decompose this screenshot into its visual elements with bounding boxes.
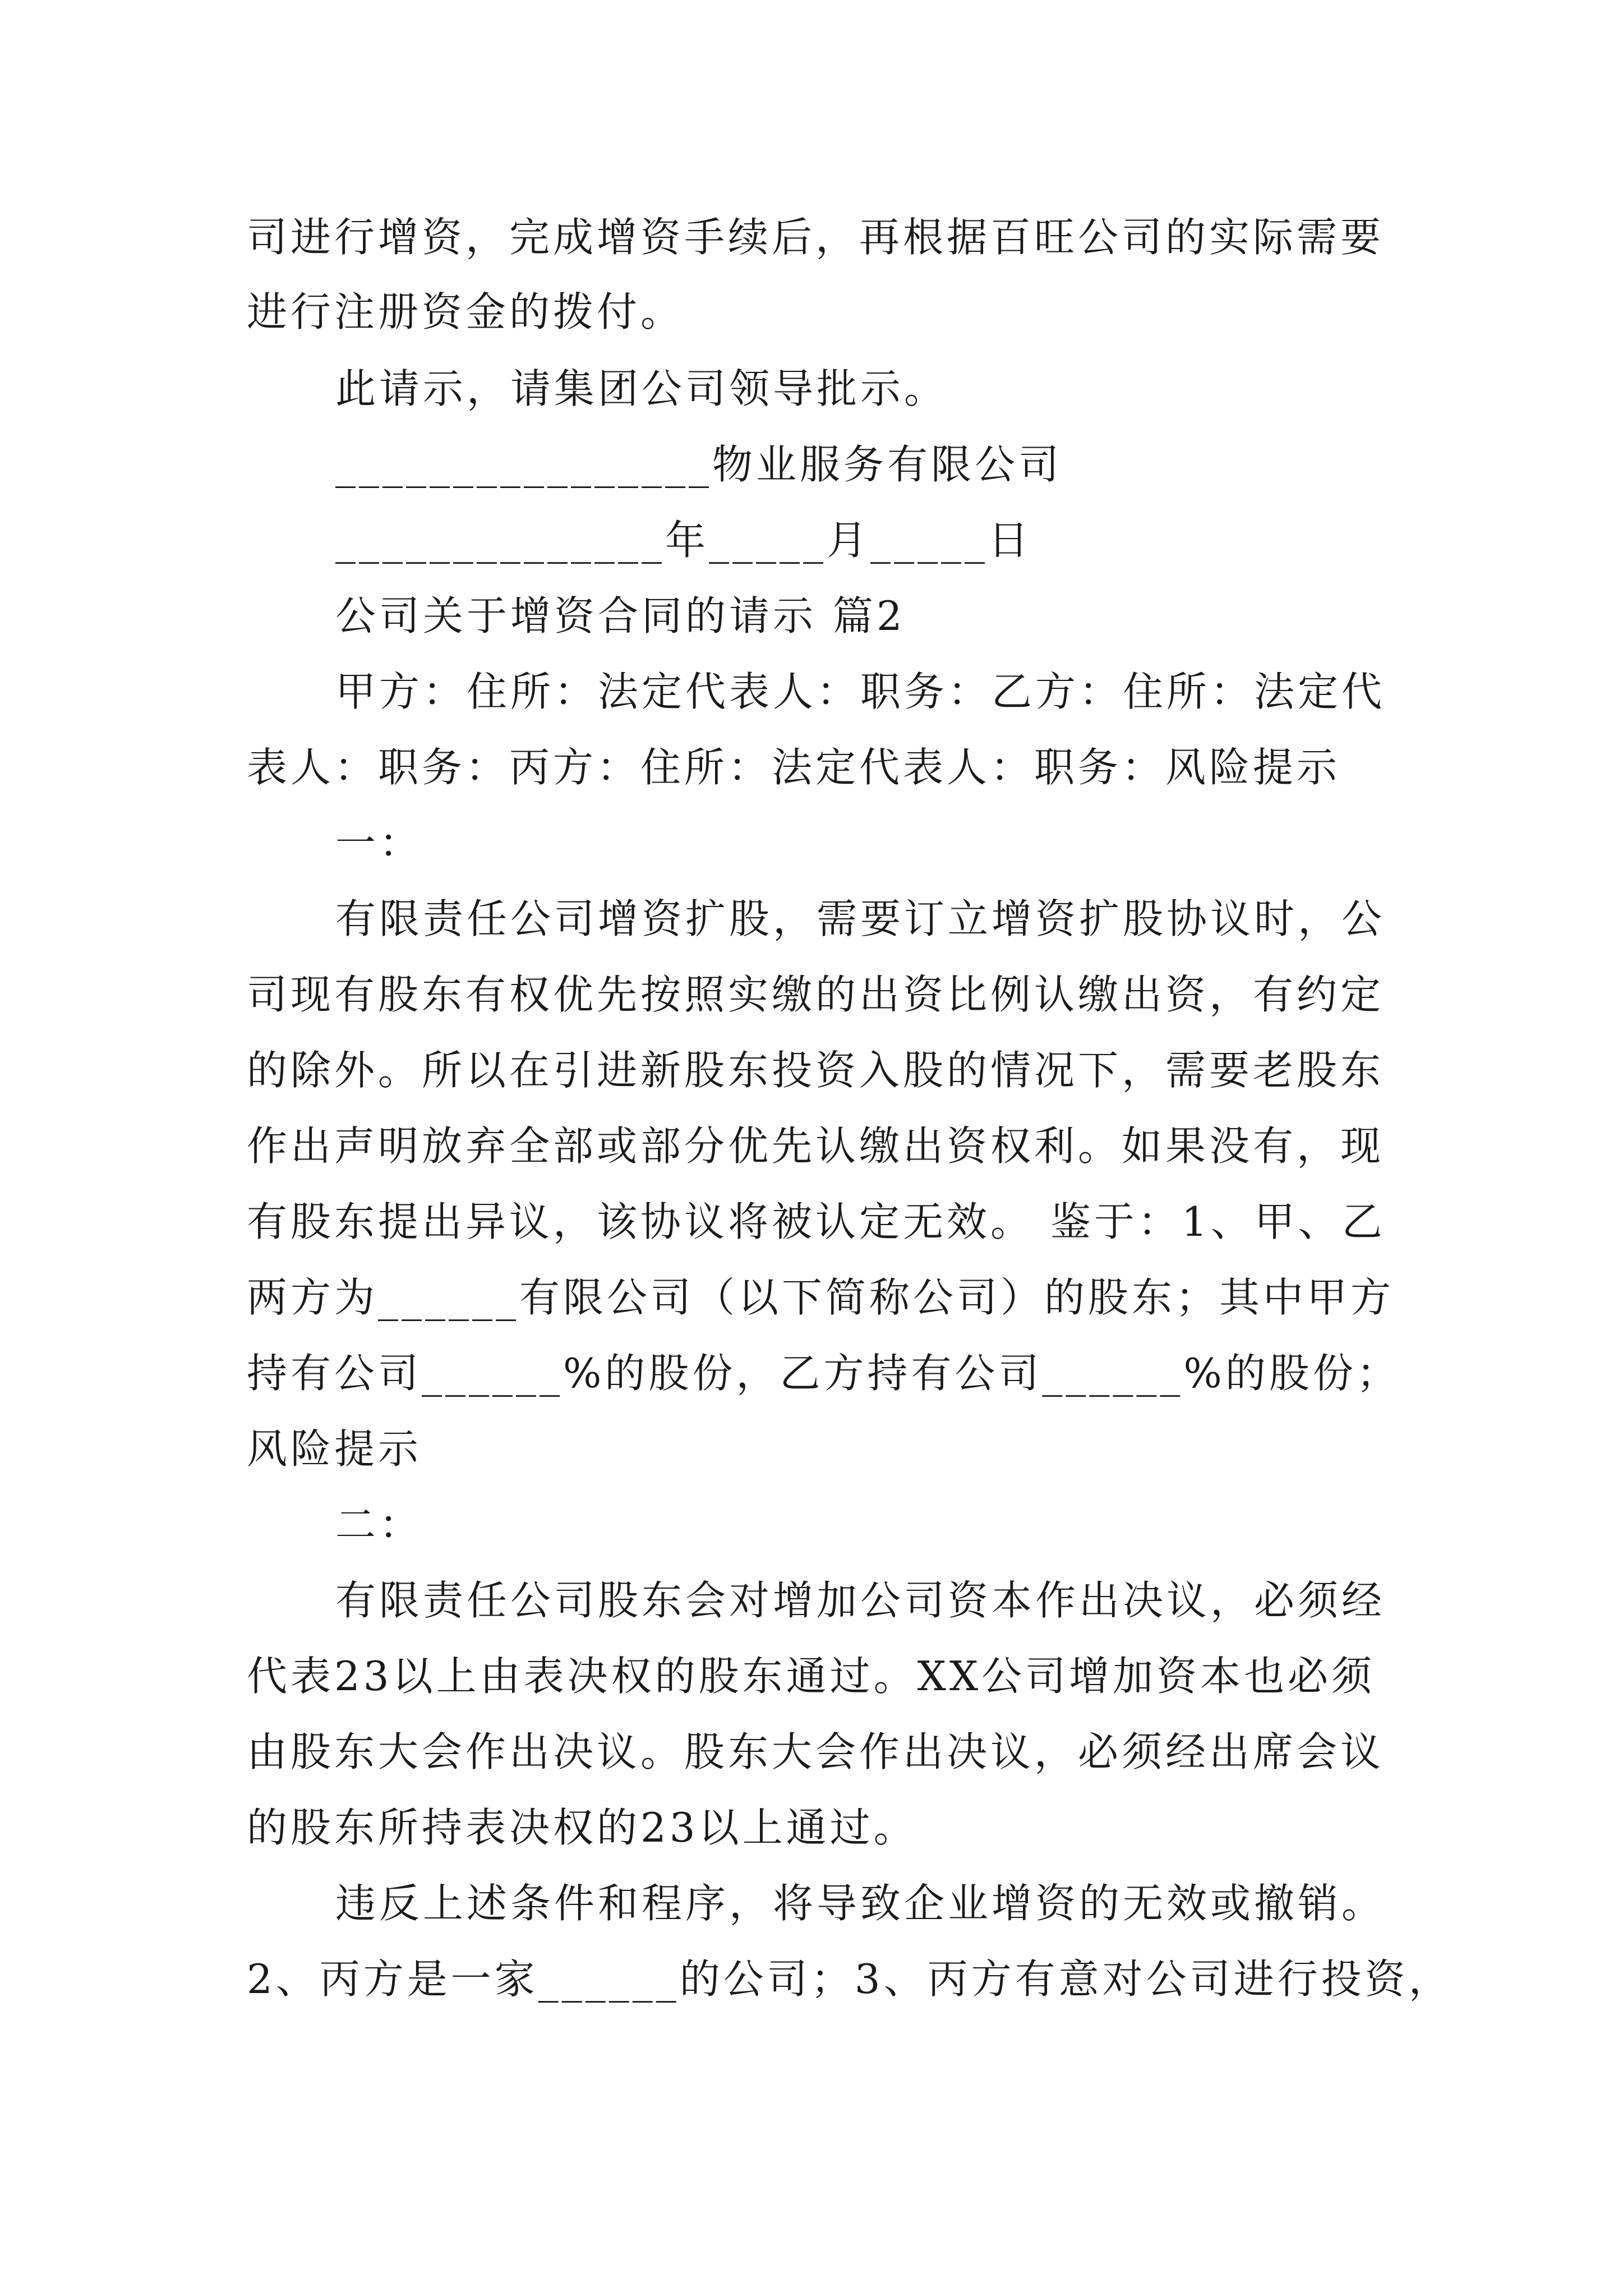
paragraph-line: 作出声明放弃全部或部分优先认缴出资权利。如果没有，现 [247, 1122, 1385, 1170]
signature-company-line: ________________物业服务有限公司 [335, 441, 1063, 488]
paragraph-line: 司进行增资，完成增资手续后，再根据百旺公司的实际需要 [247, 214, 1385, 261]
risk-heading-one: 一： [335, 820, 423, 867]
paragraph-line: 持有公司______%的股份，乙方持有公司______%的股份； [247, 1350, 1400, 1397]
paragraph-line: 违反上述条件和程序，将导致企业增资的无效或撤销。 [335, 1880, 1386, 1927]
section-heading: 公司关于增资合同的请示 篇2 [335, 592, 906, 639]
paragraph-line: 2、丙方是一家______的公司；3、丙方有意对公司进行投资， [247, 1955, 1453, 2003]
paragraph-line: 司现有股东有权优先按照实缴的出资比例认缴出资，有约定 [247, 971, 1385, 1018]
paragraph-line: 的除外。所以在引进新股东投资入股的情况下，需要老股东 [247, 1047, 1385, 1094]
paragraph-line: 甲方：住所：法定代表人：职务：乙方：住所：法定代 [335, 668, 1386, 715]
paragraph-line: 由股东大会作出决议。股东大会作出决议，必须经出席会议 [247, 1728, 1385, 1775]
paragraph-line: 风险提示 [247, 1425, 422, 1473]
paragraph-line: 两方为______有限公司（以下简称公司）的股东；其中甲方 [247, 1274, 1395, 1321]
signature-date-line: ______________年_____月_____日 [335, 517, 1032, 564]
paragraph-line: 此请示，请集团公司领导批示。 [335, 365, 948, 412]
paragraph-line: 进行注册资金的拨付。 [247, 288, 685, 335]
paragraph-line: 表人：职务：丙方：住所：法定代表人：职务：风险提示 [247, 744, 1341, 791]
paragraph-line: 的股东所持表决权的23以上通过。 [247, 1804, 917, 1851]
risk-heading-two: 二： [335, 1501, 423, 1548]
paragraph-line: 有股东提出异议，该协议将被认定无效。 鉴于：1、甲、乙 [247, 1198, 1386, 1245]
paragraph-line: 代表23以上由表决权的股东通过。XX公司增加资本也必须 [247, 1653, 1376, 1700]
paragraph-line: 有限责任公司增资扩股，需要订立增资扩股协议时，公 [335, 895, 1386, 942]
paragraph-line: 有限责任公司股东会对增加公司资本作出决议，必须经 [335, 1577, 1386, 1624]
